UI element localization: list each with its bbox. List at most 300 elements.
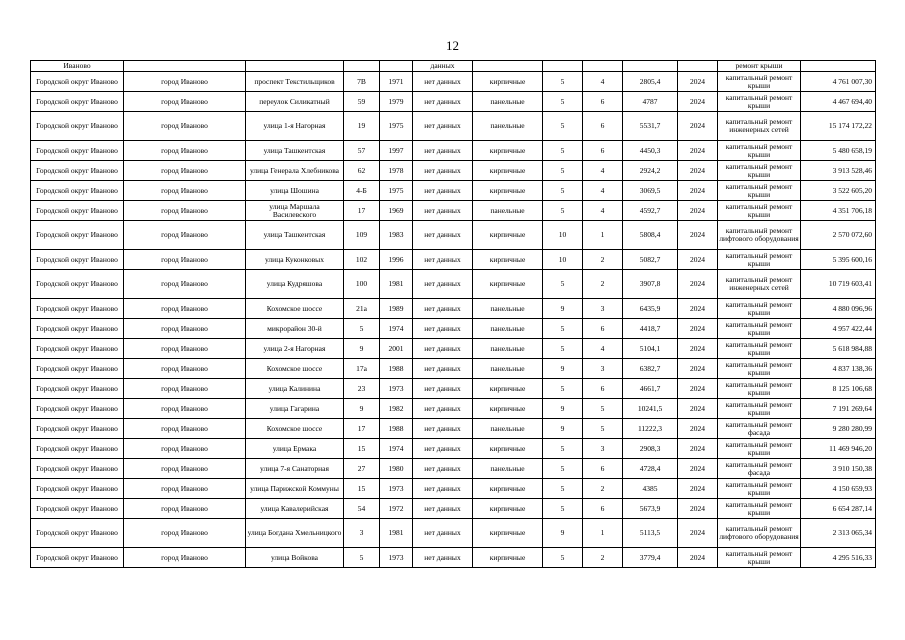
cell-municipality: Городской округ Иваново (31, 92, 124, 112)
cell-year-overhaul: нет данных (413, 112, 473, 141)
cell-settlement: город Иваново (124, 72, 246, 92)
cell-street: улица Калинина (246, 379, 344, 399)
cell-year-built: 1996 (380, 250, 413, 270)
cell-repair-type: капитальный ремонт крыши (718, 479, 801, 499)
cell-wall-material: кирпичные (473, 181, 543, 201)
cell-plan-year: 2024 (678, 270, 718, 299)
cell-entrances (583, 61, 623, 72)
cell-year-built: 1971 (380, 72, 413, 92)
table-row (31, 270, 876, 299)
cell-municipality: Городской округ Иваново (31, 72, 124, 92)
cell-municipality: Городской округ Иваново (31, 399, 124, 419)
cell-municipality: Городской округ Иваново (31, 459, 124, 479)
cell-street: улица Кудряшова (246, 270, 344, 299)
cell-year-overhaul: данных (413, 61, 473, 72)
cell-floors: 5 (543, 181, 583, 201)
cell-entrances: 3 (583, 439, 623, 459)
cell-wall-material: кирпичные (473, 399, 543, 419)
table-row (31, 399, 876, 419)
cell-street: улица 7-я Санаторная (246, 459, 344, 479)
cell-floors: 10 (543, 250, 583, 270)
cell-year-built: 1974 (380, 439, 413, 459)
cell-wall-material: панельные (473, 112, 543, 141)
cell-street: улица 1-я Нагорная (246, 112, 344, 141)
cell-floors: 5 (543, 439, 583, 459)
cell-plan-year: 2024 (678, 419, 718, 439)
cell-year-built: 1975 (380, 181, 413, 201)
cell-settlement: город Иваново (124, 359, 246, 379)
cell-area: 4450,3 (623, 141, 678, 161)
cell-cost: 15 174 172,22 (801, 112, 876, 141)
cell-municipality: Городской округ Иваново (31, 319, 124, 339)
cell-wall-material: кирпичные (473, 221, 543, 250)
cell-settlement: город Иваново (124, 112, 246, 141)
cell-plan-year: 2024 (678, 519, 718, 548)
page-number: 12 (446, 38, 459, 53)
cell-area: 5104,1 (623, 339, 678, 359)
cell-street: улица Маршала Василевского (246, 201, 344, 221)
cell-entrances: 3 (583, 359, 623, 379)
cell-area: 4385 (623, 479, 678, 499)
cell-floors: 5 (543, 112, 583, 141)
cell-entrances: 4 (583, 181, 623, 201)
cell-wall-material: панельные (473, 92, 543, 112)
cell-year-built: 1983 (380, 221, 413, 250)
cell-wall-material: панельные (473, 319, 543, 339)
cell-entrances: 4 (583, 201, 623, 221)
cell-wall-material: кирпичные (473, 250, 543, 270)
cell-street (246, 61, 344, 72)
cell-area: 3779,4 (623, 548, 678, 568)
cell-floors: 9 (543, 359, 583, 379)
cell-area: 5113,5 (623, 519, 678, 548)
cell-house-number: 27 (344, 459, 380, 479)
cell-plan-year: 2024 (678, 221, 718, 250)
cell-repair-type: капитальный ремонт крыши (718, 548, 801, 568)
cell-plan-year: 2024 (678, 141, 718, 161)
cell-floors: 9 (543, 519, 583, 548)
cell-street: улица Ташкентская (246, 221, 344, 250)
table-row (31, 339, 876, 359)
cell-year-overhaul: нет данных (413, 439, 473, 459)
cell-repair-type: капитальный ремонт крыши (718, 399, 801, 419)
cell-cost: 3 910 150,38 (801, 459, 876, 479)
cell-settlement: город Иваново (124, 141, 246, 161)
cell-year-built: 1982 (380, 399, 413, 419)
cell-settlement: город Иваново (124, 299, 246, 319)
cell-area: 11222,3 (623, 419, 678, 439)
cell-cost: 5 618 984,88 (801, 339, 876, 359)
cell-municipality: Городской округ Иваново (31, 439, 124, 459)
cell-repair-type: капитальный ремонт инженерных сетей (718, 270, 801, 299)
cell-settlement: город Иваново (124, 499, 246, 519)
cell-repair-type: капитальный ремонт крыши (718, 359, 801, 379)
cell-municipality: Городской округ Иваново (31, 519, 124, 548)
cell-street: переулок Силикатный (246, 92, 344, 112)
cell-repair-type: капитальный ремонт фасада (718, 419, 801, 439)
cell-year-built: 1969 (380, 201, 413, 221)
cell-area: 6435,9 (623, 299, 678, 319)
cell-year-built: 1974 (380, 319, 413, 339)
cell-year-built: 2001 (380, 339, 413, 359)
cell-settlement: город Иваново (124, 92, 246, 112)
cell-municipality: Городской округ Иваново (31, 499, 124, 519)
table-row (31, 221, 876, 250)
cell-house-number: 15 (344, 439, 380, 459)
cell-plan-year: 2024 (678, 319, 718, 339)
cell-plan-year: 2024 (678, 92, 718, 112)
cell-municipality: Городской округ Иваново (31, 270, 124, 299)
cell-settlement: город Иваново (124, 181, 246, 201)
cell-municipality: Городской округ Иваново (31, 250, 124, 270)
cell-plan-year: 2024 (678, 112, 718, 141)
cell-street: проспект Текстильщиков (246, 72, 344, 92)
cell-year-overhaul: нет данных (413, 319, 473, 339)
cell-entrances: 4 (583, 161, 623, 181)
cell-year-overhaul: нет данных (413, 141, 473, 161)
cell-area: 4592,7 (623, 201, 678, 221)
cell-year-overhaul: нет данных (413, 72, 473, 92)
cell-municipality: Городской округ Иваново (31, 201, 124, 221)
housing-repair-table (30, 60, 876, 568)
cell-wall-material: панельные (473, 339, 543, 359)
table-row (31, 181, 876, 201)
cell-year-overhaul: нет данных (413, 161, 473, 181)
cell-year-built: 1973 (380, 548, 413, 568)
cell-cost: 5 480 658,19 (801, 141, 876, 161)
cell-house-number: 3 (344, 519, 380, 548)
table-row (31, 359, 876, 379)
table-row (31, 141, 876, 161)
cell-cost: 10 719 603,41 (801, 270, 876, 299)
cell-floors: 5 (543, 479, 583, 499)
cell-floors: 5 (543, 548, 583, 568)
cell-year-overhaul: нет данных (413, 201, 473, 221)
table-row (31, 439, 876, 459)
cell-street: Кохомское шоссе (246, 419, 344, 439)
cell-wall-material: панельные (473, 359, 543, 379)
cell-cost: 8 125 106,68 (801, 379, 876, 399)
table-row (31, 112, 876, 141)
cell-house-number: 5 (344, 548, 380, 568)
cell-floors: 5 (543, 339, 583, 359)
cell-repair-type: капитальный ремонт крыши (718, 72, 801, 92)
cell-street: микрорайон 30-й (246, 319, 344, 339)
cell-repair-type: капитальный ремонт крыши (718, 499, 801, 519)
cell-area: 3069,5 (623, 181, 678, 201)
cell-entrances: 6 (583, 499, 623, 519)
cell-wall-material: панельные (473, 299, 543, 319)
table-row (31, 72, 876, 92)
cell-house-number: 5 (344, 319, 380, 339)
cell-house-number: 62 (344, 161, 380, 181)
cell-area: 2908,3 (623, 439, 678, 459)
cell-floors: 5 (543, 499, 583, 519)
cell-wall-material: панельные (473, 459, 543, 479)
cell-year-overhaul: нет данных (413, 270, 473, 299)
cell-municipality: Городской округ Иваново (31, 299, 124, 319)
cell-cost: 3 522 605,20 (801, 181, 876, 201)
cell-year-built: 1989 (380, 299, 413, 319)
cell-cost: 4 837 138,36 (801, 359, 876, 379)
cell-year-overhaul: нет данных (413, 459, 473, 479)
cell-settlement: город Иваново (124, 339, 246, 359)
cell-repair-type: капитальный ремонт крыши (718, 339, 801, 359)
cell-area: 4661,7 (623, 379, 678, 399)
cell-plan-year: 2024 (678, 161, 718, 181)
cell-year-built: 1988 (380, 359, 413, 379)
table-row (31, 319, 876, 339)
cell-settlement: город Иваново (124, 519, 246, 548)
cell-floors (543, 61, 583, 72)
cell-wall-material: кирпичные (473, 479, 543, 499)
cell-entrances: 6 (583, 92, 623, 112)
cell-cost: 2 313 065,34 (801, 519, 876, 548)
cell-cost: 4 150 659,93 (801, 479, 876, 499)
cell-settlement: город Иваново (124, 270, 246, 299)
cell-area: 5082,7 (623, 250, 678, 270)
cell-floors: 5 (543, 141, 583, 161)
table-row (31, 61, 876, 72)
cell-street: улица 2-я Нагорная (246, 339, 344, 359)
cell-settlement: город Иваново (124, 399, 246, 419)
cell-plan-year (678, 61, 718, 72)
cell-wall-material: кирпичные (473, 499, 543, 519)
cell-street: улица Кавалерийская (246, 499, 344, 519)
cell-repair-type: капитальный ремонт крыши (718, 141, 801, 161)
cell-year-overhaul: нет данных (413, 181, 473, 201)
cell-repair-type: капитальный ремонт крыши (718, 92, 801, 112)
cell-floors: 9 (543, 399, 583, 419)
cell-year-overhaul: нет данных (413, 519, 473, 548)
cell-floors: 5 (543, 459, 583, 479)
cell-municipality: Городской округ Иваново (31, 181, 124, 201)
cell-repair-type: капитальный ремонт крыши (718, 439, 801, 459)
cell-cost: 3 913 528,46 (801, 161, 876, 181)
cell-wall-material: кирпичные (473, 161, 543, 181)
cell-year-built: 1981 (380, 270, 413, 299)
cell-area: 5808,4 (623, 221, 678, 250)
cell-plan-year: 2024 (678, 439, 718, 459)
cell-settlement: город Иваново (124, 459, 246, 479)
cell-area: 5673,9 (623, 499, 678, 519)
cell-repair-type: капитальный ремонт крыши (718, 379, 801, 399)
cell-year-built: 1973 (380, 479, 413, 499)
cell-street: улица Гагарина (246, 399, 344, 419)
cell-entrances: 1 (583, 519, 623, 548)
cell-cost: 7 191 269,64 (801, 399, 876, 419)
cell-floors: 5 (543, 201, 583, 221)
cell-year-overhaul: нет данных (413, 419, 473, 439)
cell-repair-type: капитальный ремонт лифтового оборудования (718, 519, 801, 548)
cell-entrances: 3 (583, 299, 623, 319)
cell-area: 3907,8 (623, 270, 678, 299)
cell-entrances: 5 (583, 399, 623, 419)
cell-year-overhaul: нет данных (413, 548, 473, 568)
cell-wall-material: кирпичные (473, 519, 543, 548)
cell-plan-year: 2024 (678, 250, 718, 270)
cell-plan-year: 2024 (678, 379, 718, 399)
cell-repair-type: капитальный ремонт крыши (718, 319, 801, 339)
cell-house-number: 23 (344, 379, 380, 399)
cell-area: 4418,7 (623, 319, 678, 339)
cell-cost: 4 467 694,40 (801, 92, 876, 112)
cell-house-number: 100 (344, 270, 380, 299)
cell-plan-year: 2024 (678, 201, 718, 221)
cell-repair-type: капитальный ремонт крыши (718, 299, 801, 319)
cell-house-number: 15 (344, 479, 380, 499)
cell-floors: 5 (543, 72, 583, 92)
cell-street: улица Богдана Хмельницкого (246, 519, 344, 548)
table-row (31, 92, 876, 112)
cell-year-overhaul: нет данных (413, 299, 473, 319)
cell-cost: 6 654 287,14 (801, 499, 876, 519)
table-row (31, 201, 876, 221)
cell-plan-year: 2024 (678, 459, 718, 479)
cell-repair-type: капитальный ремонт инженерных сетей (718, 112, 801, 141)
cell-cost: 11 469 946,20 (801, 439, 876, 459)
cell-wall-material (473, 61, 543, 72)
cell-entrances: 5 (583, 419, 623, 439)
cell-street: улица Шошина (246, 181, 344, 201)
cell-house-number: 9 (344, 339, 380, 359)
cell-area: 2924,2 (623, 161, 678, 181)
cell-year-built: 1973 (380, 379, 413, 399)
cell-settlement: город Иваново (124, 161, 246, 181)
cell-settlement (124, 61, 246, 72)
cell-municipality: Городской округ Иваново (31, 359, 124, 379)
cell-floors: 5 (543, 319, 583, 339)
cell-cost: 4 880 096,96 (801, 299, 876, 319)
cell-settlement: город Иваново (124, 379, 246, 399)
cell-cost: 4 351 706,18 (801, 201, 876, 221)
cell-plan-year: 2024 (678, 72, 718, 92)
cell-repair-type: капитальный ремонт крыши (718, 201, 801, 221)
cell-year-built: 1972 (380, 499, 413, 519)
cell-municipality: Городской округ Иваново (31, 419, 124, 439)
cell-settlement: город Иваново (124, 201, 246, 221)
cell-area: 10241,5 (623, 399, 678, 419)
cell-settlement: город Иваново (124, 419, 246, 439)
cell-year-built: 1979 (380, 92, 413, 112)
cell-house-number: 59 (344, 92, 380, 112)
cell-wall-material: кирпичные (473, 72, 543, 92)
cell-floors: 9 (543, 299, 583, 319)
cell-year-built: 1988 (380, 419, 413, 439)
cell-municipality: Городской округ Иваново (31, 379, 124, 399)
table-row (31, 250, 876, 270)
cell-cost: 5 395 600,16 (801, 250, 876, 270)
cell-year-built: 1975 (380, 112, 413, 141)
cell-floors: 5 (543, 379, 583, 399)
cell-entrances: 2 (583, 250, 623, 270)
cell-repair-type: капитальный ремонт крыши (718, 250, 801, 270)
cell-area (623, 61, 678, 72)
cell-house-number: 9 (344, 399, 380, 419)
cell-wall-material: панельные (473, 201, 543, 221)
cell-cost: 2 570 072,60 (801, 221, 876, 250)
cell-wall-material: кирпичные (473, 141, 543, 161)
cell-repair-type: капитальный ремонт крыши (718, 161, 801, 181)
cell-entrances: 6 (583, 459, 623, 479)
cell-repair-type: капитальный ремонт крыши (718, 181, 801, 201)
cell-wall-material: панельные (473, 419, 543, 439)
cell-plan-year: 2024 (678, 339, 718, 359)
cell-floors: 5 (543, 270, 583, 299)
cell-street: улица Ермака (246, 439, 344, 459)
cell-settlement: город Иваново (124, 439, 246, 459)
cell-house-number: 57 (344, 141, 380, 161)
cell-settlement: город Иваново (124, 221, 246, 250)
cell-plan-year: 2024 (678, 181, 718, 201)
cell-year-overhaul: нет данных (413, 221, 473, 250)
cell-year-built: 1981 (380, 519, 413, 548)
cell-wall-material: кирпичные (473, 548, 543, 568)
cell-area: 2805,4 (623, 72, 678, 92)
cell-cost: 4 957 422,44 (801, 319, 876, 339)
table-row (31, 479, 876, 499)
cell-house-number: 102 (344, 250, 380, 270)
table-row (31, 379, 876, 399)
cell-settlement: город Иваново (124, 479, 246, 499)
cell-entrances: 6 (583, 141, 623, 161)
cell-entrances: 6 (583, 319, 623, 339)
cell-entrances: 4 (583, 339, 623, 359)
cell-street: улица Генерала Хлебникова (246, 161, 344, 181)
cell-municipality: Городской округ Иваново (31, 548, 124, 568)
cell-municipality: Городской округ Иваново (31, 141, 124, 161)
cell-floors: 9 (543, 419, 583, 439)
cell-plan-year: 2024 (678, 499, 718, 519)
cell-plan-year: 2024 (678, 359, 718, 379)
cell-house-number: 19 (344, 112, 380, 141)
cell-entrances: 6 (583, 379, 623, 399)
cell-plan-year: 2024 (678, 548, 718, 568)
cell-cost: 9 280 280,99 (801, 419, 876, 439)
cell-repair-type: капитальный ремонт фасада (718, 459, 801, 479)
cell-house-number: 7В (344, 72, 380, 92)
cell-year-overhaul: нет данных (413, 92, 473, 112)
cell-settlement: город Иваново (124, 319, 246, 339)
cell-municipality: Городской округ Иваново (31, 112, 124, 141)
cell-floors: 10 (543, 221, 583, 250)
table-row (31, 161, 876, 181)
cell-house-number (344, 61, 380, 72)
cell-house-number: 54 (344, 499, 380, 519)
cell-municipality: Городской округ Иваново (31, 161, 124, 181)
cell-wall-material: кирпичные (473, 270, 543, 299)
cell-house-number: 17 (344, 201, 380, 221)
cell-street: Кохомское шоссе (246, 299, 344, 319)
cell-year-built: 1980 (380, 459, 413, 479)
cell-settlement: город Иваново (124, 548, 246, 568)
cell-year-overhaul: нет данных (413, 339, 473, 359)
cell-floors: 5 (543, 92, 583, 112)
cell-entrances: 1 (583, 221, 623, 250)
cell-street: улица Войкова (246, 548, 344, 568)
cell-cost: 4 295 516,33 (801, 548, 876, 568)
table-row (31, 548, 876, 568)
cell-year-built (380, 61, 413, 72)
table-body (31, 61, 876, 568)
cell-area: 4728,4 (623, 459, 678, 479)
cell-plan-year: 2024 (678, 299, 718, 319)
cell-repair-type: капитальный ремонт лифтового оборудования (718, 221, 801, 250)
cell-municipality: Иваново (31, 61, 124, 72)
cell-house-number: 17а (344, 359, 380, 379)
cell-municipality: Городской округ Иваново (31, 479, 124, 499)
cell-street: улица Парижской Коммуны (246, 479, 344, 499)
